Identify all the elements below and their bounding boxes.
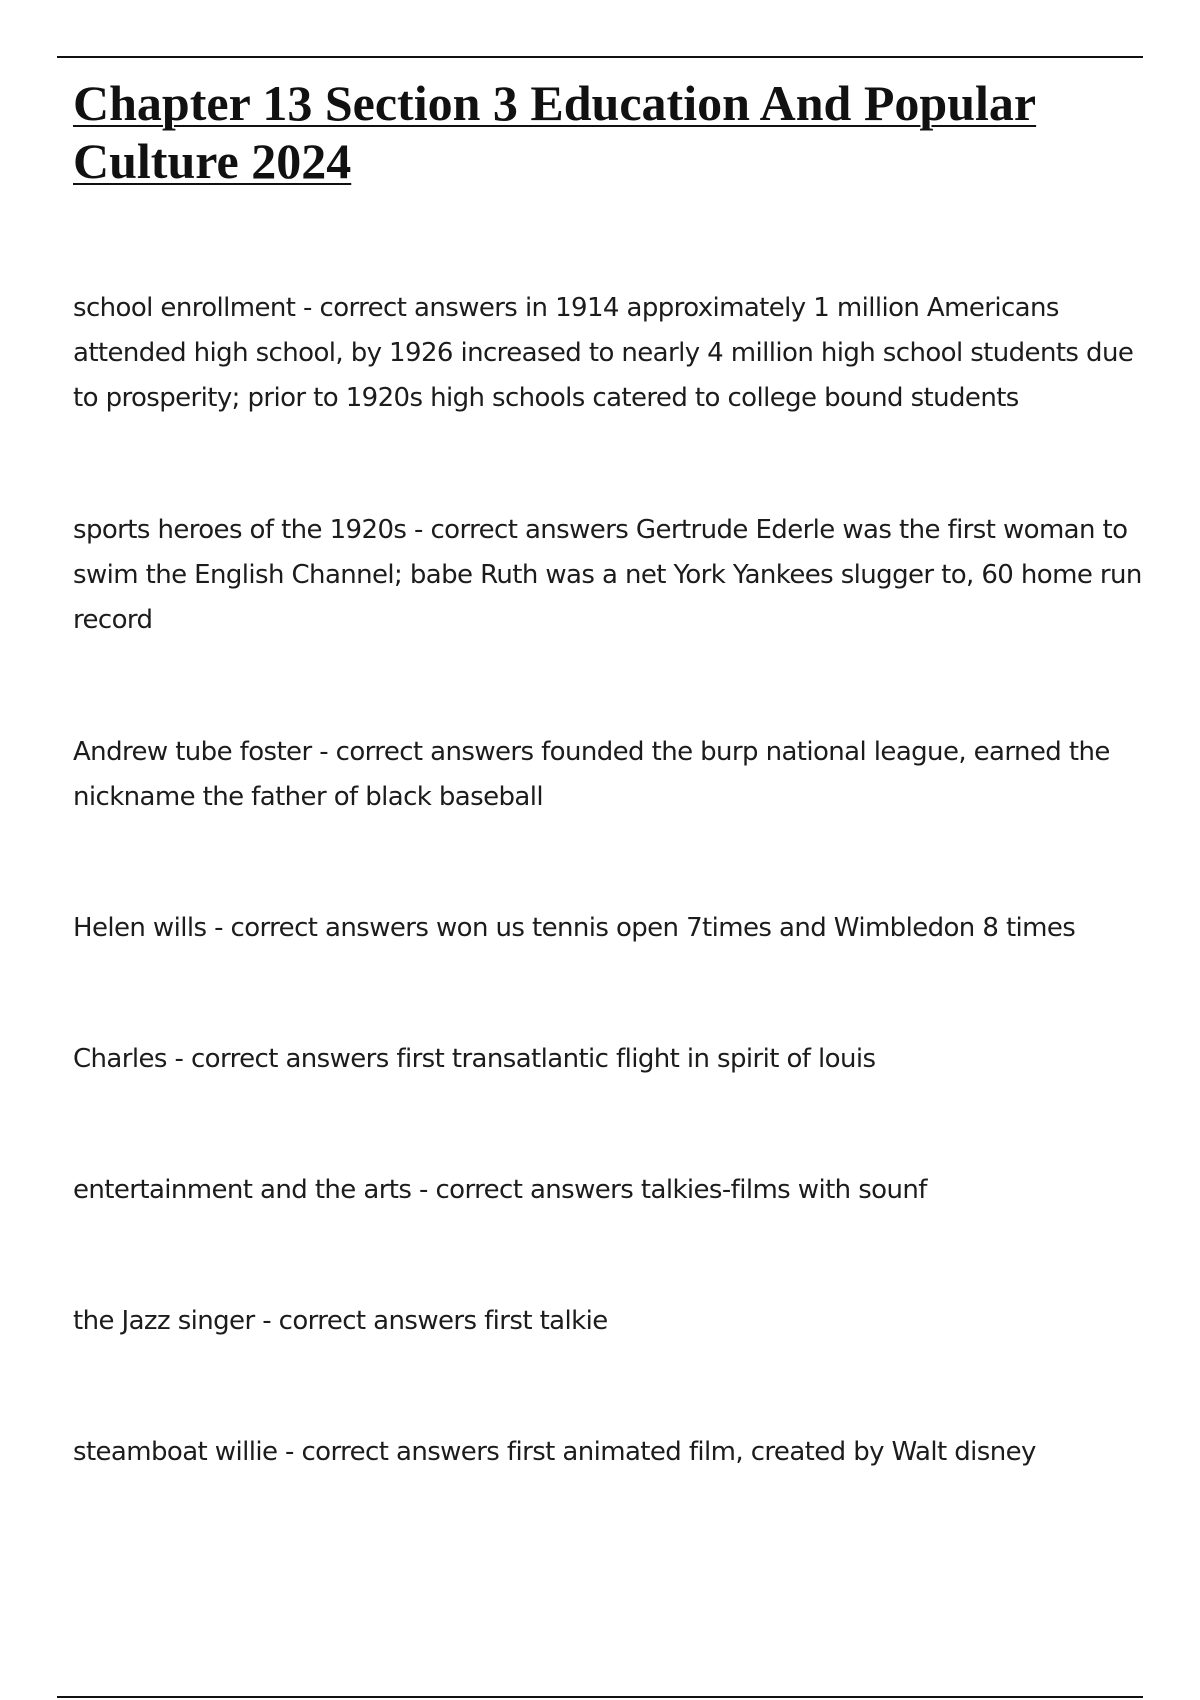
- entry-answer-label: correct answers: [278, 1306, 477, 1336]
- entry-answer: first animated film, created by Walt disney: [506, 1437, 1036, 1467]
- list-item: [73, 508, 1153, 643]
- entry-answer-label: correct answers: [230, 913, 429, 943]
- entry-term: entertainment and the arts -: [73, 1175, 435, 1205]
- list-item: [73, 1430, 1153, 1475]
- entry-answer-label: correct answers: [190, 1044, 389, 1074]
- list-item: [73, 730, 1153, 820]
- list-item: [73, 286, 1153, 421]
- list-item: [73, 1168, 1153, 1213]
- list-item: [73, 1037, 1153, 1082]
- entry-answer-label: correct answers: [319, 293, 518, 323]
- page-title: Chapter 13 Section 3 Education And Popular Culture 2024: [73, 75, 1037, 189]
- entry-term: Andrew tube foster -: [73, 737, 336, 767]
- bottom-rule: [57, 1696, 1143, 1698]
- entry-term: the Jazz singer -: [73, 1306, 279, 1336]
- entry-answer-label: correct answers: [435, 1175, 634, 1205]
- list-item: [73, 1299, 1153, 1344]
- entry-term: Charles -: [73, 1044, 191, 1074]
- entry-answer-label: correct answers: [301, 1437, 500, 1467]
- entry-answer-label: correct answers: [335, 737, 534, 767]
- entry-answer: first talkie: [484, 1306, 608, 1336]
- entry-term: sports heroes of the 1920s -: [73, 515, 430, 545]
- entry-answer: first transatlantic flight in spirit of louis: [396, 1044, 876, 1074]
- top-rule: [57, 56, 1143, 58]
- entry-answer-label: correct answers: [430, 515, 629, 545]
- list-item: [73, 906, 1153, 951]
- entry-answer: in 1914 approximately 1 million Americans attended high school, by 1926 increased to nearly 4 million high school students due to prosperity; prior to 1920s high schools catered to college bound students: [73, 293, 1134, 413]
- entry-answer: talkies-films with sounf: [640, 1175, 927, 1205]
- entry-answer: founded the burp national league, earned the nickname the father of black baseball: [73, 737, 1110, 812]
- entry-term: Helen wills -: [73, 913, 231, 943]
- entry-term: school enrollment -: [73, 293, 320, 323]
- entry-answer: Gertrude Ederle was the first woman to swim the English Channel; babe Ruth was a net York Yankees slugger to, 60 home run record: [73, 515, 1142, 635]
- entry-answer: won us tennis open 7times and Wimbledon 8 times: [435, 913, 1076, 943]
- entry-term: steamboat willie -: [73, 1437, 301, 1467]
